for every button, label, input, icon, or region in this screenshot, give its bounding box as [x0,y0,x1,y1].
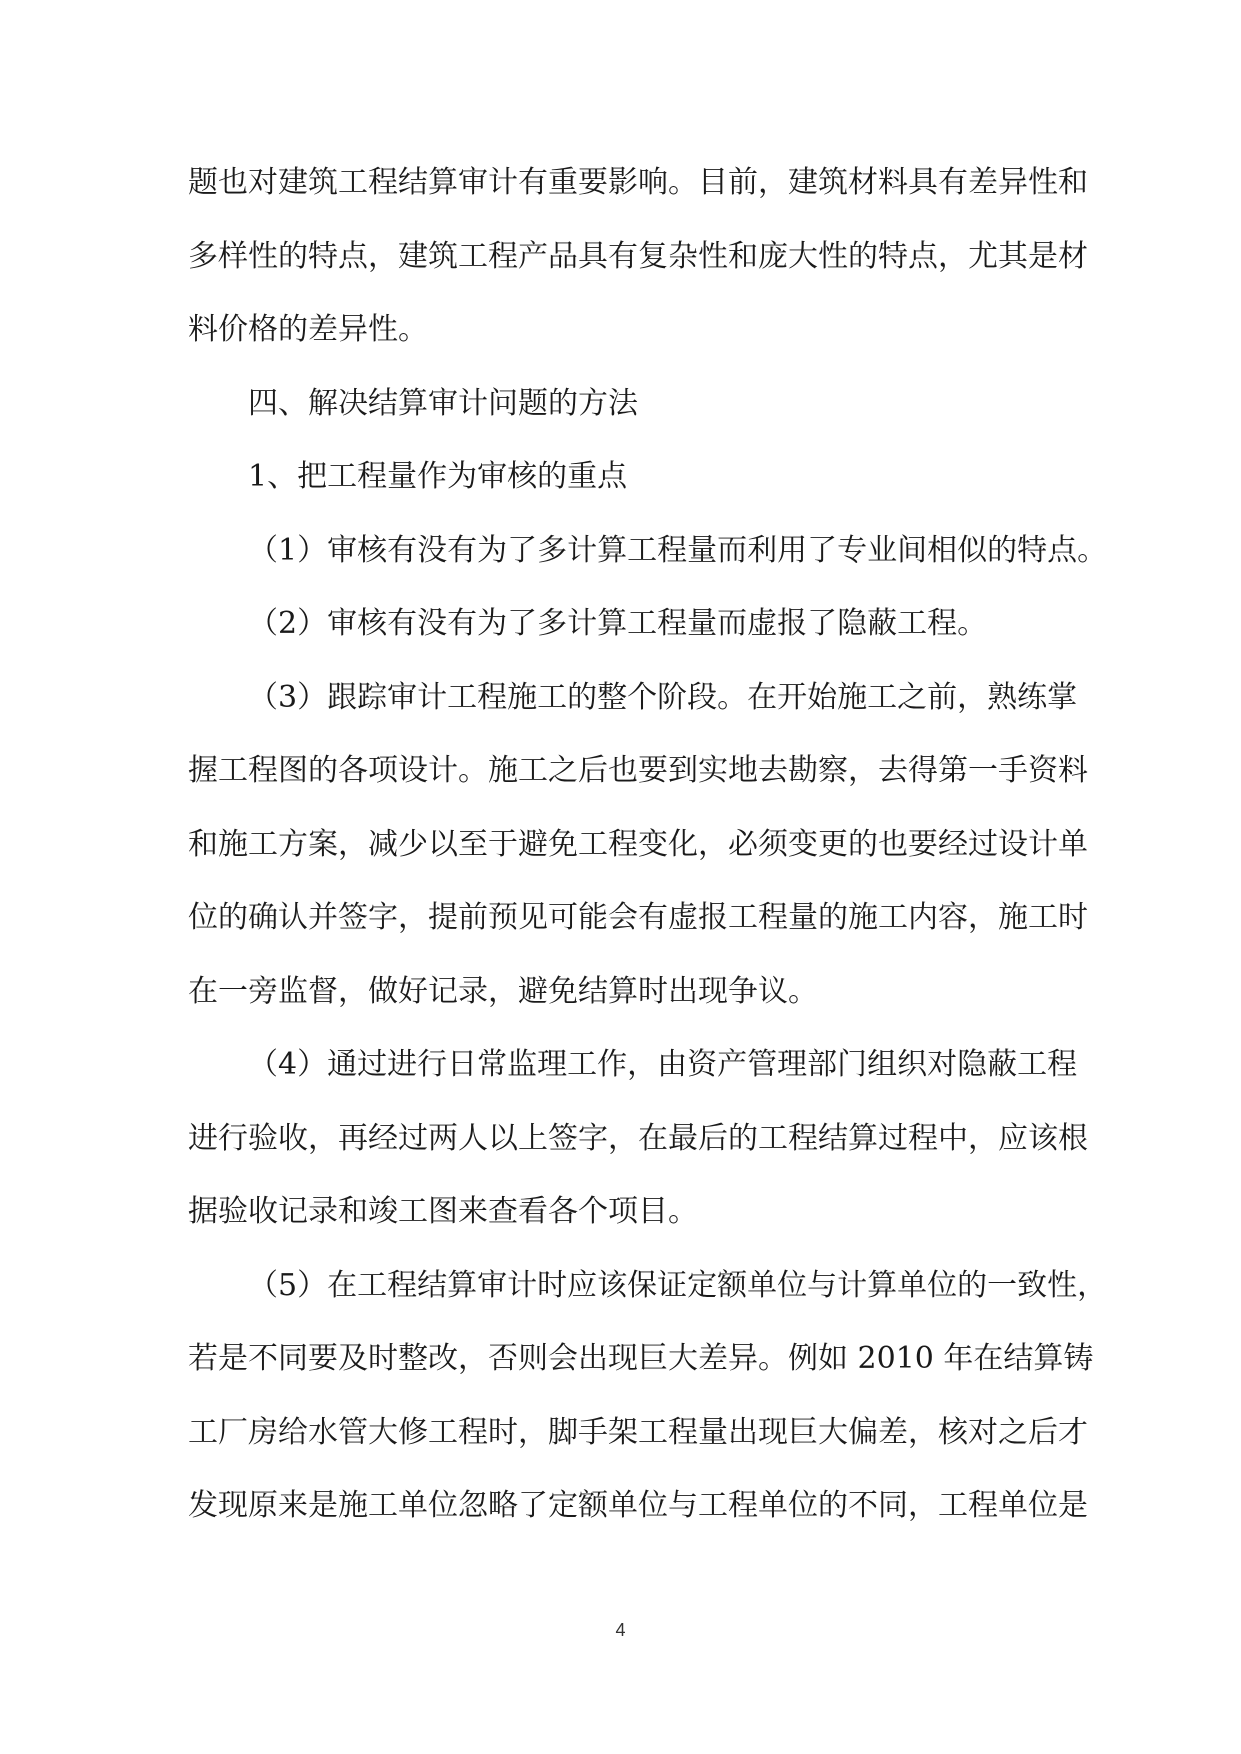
text-line: 握工程图的各项设计。施工之后也要到实地去勘察，去得第一手资料 [188,753,1088,788]
text-line: 进行验收，再经过两人以上签字，在最后的工程结算过程中，应该根 [188,1120,1088,1156]
text-line: 发现原来是施工单位忽略了定额单位与工程单位的不同，工程单位是 [188,1488,1088,1523]
text-line: 和施工方案，减少以至于避免工程变化，必须变更的也要经过设计单 [188,826,1088,862]
text-line: 在一旁监督，做好记录，避免结算时出现争议。 [188,973,818,1009]
text-line: 若是不同要及时整改，否则会出现巨大差异。例如 2010 年在结算铸 [188,1341,1094,1376]
list-item: （4）通过进行日常监理工作，由资产管理部门组织对隐蔽工程 [248,1047,1078,1082]
section-heading: 四、解决结算审计问题的方法 [248,385,638,421]
list-item: （2）审核有没有为了多计算工程量而虚报了隐蔽工程。 [248,606,988,641]
body-text [188,146,1108,1543]
list-item: （5）在工程结算审计时应该保证定额单位与计算单位的一致性， [248,1267,1108,1303]
text-line: 料价格的差异性。 [188,312,428,347]
list-item: （1）审核有没有为了多计算工程量而利用了专业间相似的特点。 [248,532,1108,568]
text-line: 工厂房给水管大修工程时，脚手架工程量出现巨大偏差，核对之后才 [188,1414,1088,1450]
text-line: 多样性的特点，建筑工程产品具有复杂性和庞大性的特点，尤其是材 [188,238,1088,274]
text-line: 位的确认并签字，提前预见可能会有虚报工程量的施工内容，施工时 [188,900,1088,935]
text-line: 题也对建筑工程结算审计有重要影响。目前，建筑材料具有差异性和 [188,165,1088,200]
subsection-heading: 1、把工程量作为审核的重点 [248,459,628,494]
page-number: 4 [615,1620,626,1640]
text-line: 据验收记录和竣工图来查看各个项目。 [188,1194,698,1229]
list-item: （3）跟踪审计工程施工的整个阶段。在开始施工之前，熟练掌 [248,679,1078,715]
